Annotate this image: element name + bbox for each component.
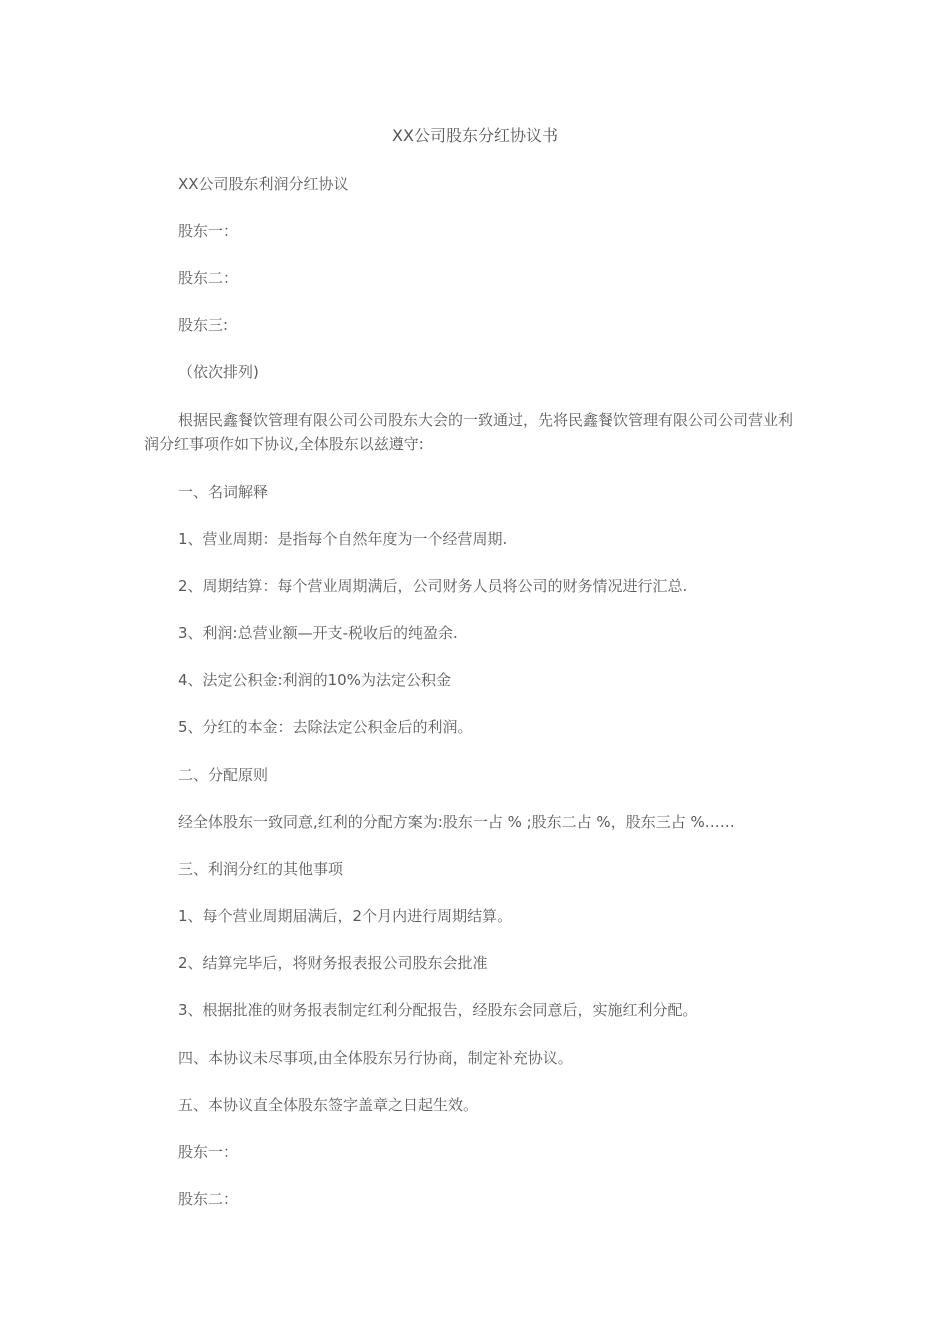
section-5: 五、本协议直全体股东签字盖章之日起生效。: [178, 1096, 479, 1114]
order-note: （依次排列): [178, 363, 259, 381]
item-3: 3、根据批准的财务报表制定红利分配报告，经股东会同意后，实施红利分配。: [178, 1001, 698, 1019]
term-3: 3、利润:总营业额—开支-税收后的纯盈余.: [178, 624, 458, 642]
document-title: XX公司股东分红协议书: [392, 126, 558, 145]
term-2: 2、周期结算：每个营业周期满后，公司财务人员将公司的财务情况进行汇总.: [178, 577, 688, 595]
document-subtitle: XX公司股东利润分红协议: [178, 175, 349, 193]
section-2-heading: 二、分配原则: [178, 766, 269, 784]
section-3-heading: 三、利润分红的其他事项: [178, 860, 344, 878]
section-4: 四、本协议未尽事项,由全体股东另行协商，制定补充协议。: [178, 1049, 573, 1067]
term-1: 1、营业周期：是指每个自然年度为一个经营周期.: [178, 530, 508, 548]
item-1: 1、每个营业周期届满后，2个月内进行周期结算。: [178, 907, 513, 925]
section-1-heading: 一、名词解释: [178, 483, 269, 501]
shareholder-1-line: 股东一：: [178, 222, 239, 240]
shareholder-3-line: 股东三:: [178, 316, 229, 334]
item-2: 2、结算完毕后，将财务报表报公司股东会批准: [178, 954, 488, 972]
signature-shareholder-1: 股东一：: [178, 1143, 239, 1161]
shareholder-2-line: 股东二：: [178, 269, 239, 287]
term-4: 4、法定公积金:利润的10%为法定公积金: [178, 671, 451, 689]
signature-shareholder-2: 股东二：: [178, 1190, 239, 1208]
distribution-line: 经全体股东一致同意,红利的分配方案为:股东一占 % ;股东二占 %，股东三占 %……: [178, 813, 735, 831]
intro-paragraph: 根据民鑫餐饮管理有限公司公司股东大会的一致通过，先将民鑫餐饮管理有限公司公司营业利润分红事项作如下协议,全体股东以兹遵守:: [144, 411, 794, 453]
term-5: 5、分红的本金：去除法定公积金后的利润。: [178, 718, 473, 736]
